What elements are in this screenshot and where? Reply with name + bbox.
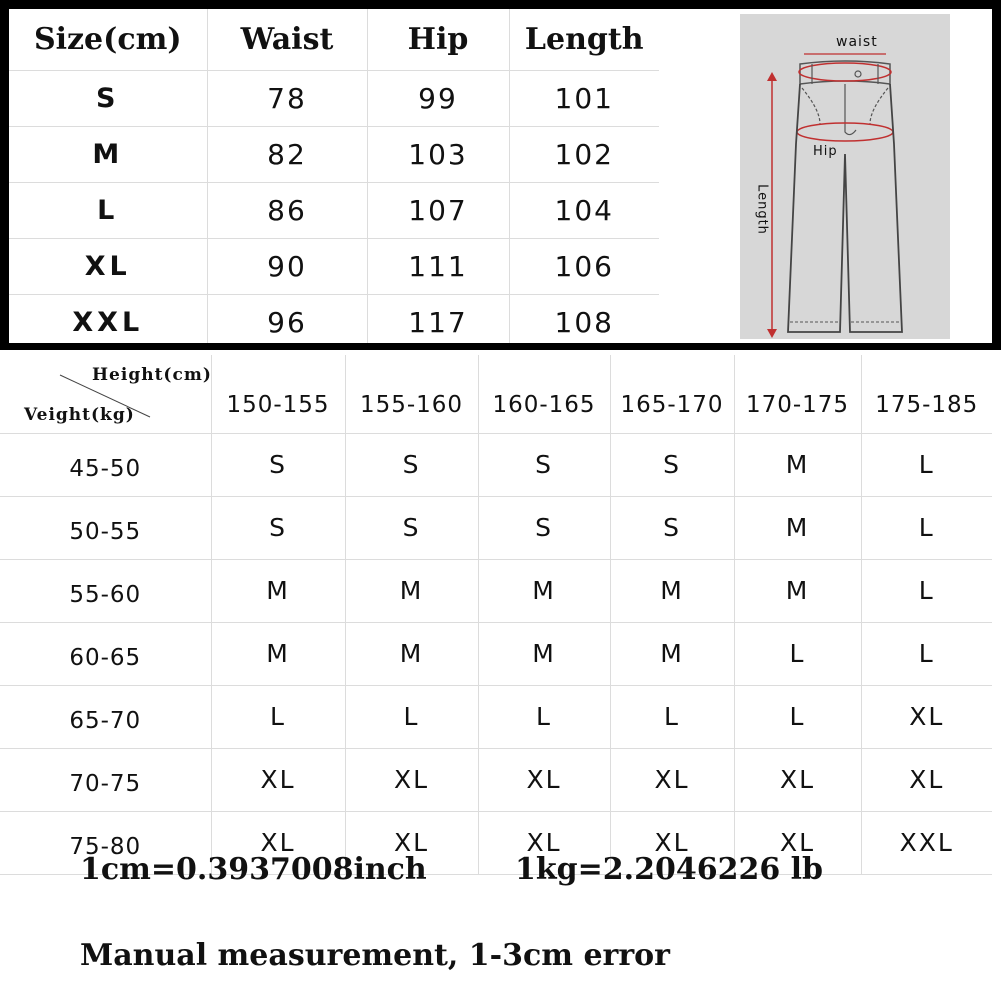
recommended-size-cell: XL xyxy=(345,811,478,874)
weight-range-label: 45-50 xyxy=(0,433,211,496)
height-range-header: 155-160 xyxy=(345,355,478,433)
weight-row xyxy=(0,748,992,811)
size-table-header xyxy=(9,9,659,71)
measurement-note: Manual measurement, 1-3cm error xyxy=(80,938,670,973)
recommended-size-cell: M xyxy=(211,622,345,685)
recommended-size-cell: L xyxy=(610,685,734,748)
weight-row xyxy=(0,685,992,748)
recommended-size-cell: S xyxy=(610,433,734,496)
size-cell-length: 106 xyxy=(509,239,659,295)
recommended-size-cell: M xyxy=(478,622,610,685)
pants-measurement-diagram xyxy=(740,14,950,339)
recommended-size-cell: S xyxy=(610,496,734,559)
height-range-header: 160-165 xyxy=(478,355,610,433)
recommended-size-cell: M xyxy=(610,559,734,622)
recommended-size-cell: L xyxy=(345,685,478,748)
weight-range-label: 60-65 xyxy=(0,622,211,685)
hip-label: Hip xyxy=(813,144,838,159)
weight-range-label: 55-60 xyxy=(0,559,211,622)
length-label: Length xyxy=(754,184,770,235)
recommended-size-cell: M xyxy=(345,559,478,622)
recommended-size-cell: XL xyxy=(734,748,861,811)
size-row xyxy=(9,183,659,239)
recommended-size-cell: S xyxy=(211,496,345,559)
weight-row xyxy=(0,496,992,559)
size-cell-hip: 107 xyxy=(367,183,509,239)
size-measurement-panel xyxy=(0,0,1001,350)
size-cell-hip: 103 xyxy=(367,127,509,183)
weight-range-label: 65-70 xyxy=(0,685,211,748)
recommended-size-cell: XL xyxy=(734,811,861,874)
size-cell-hip: 111 xyxy=(367,239,509,295)
pants-illustration-icon xyxy=(740,14,950,339)
size-cell-size: M xyxy=(9,127,207,183)
recommended-size-cell: L xyxy=(861,559,992,622)
recommended-size-cell: XL xyxy=(861,748,992,811)
recommended-size-cell: S xyxy=(345,496,478,559)
size-cell-waist: 90 xyxy=(207,239,367,295)
recommended-size-cell: L xyxy=(734,622,861,685)
weight-range-label: 70-75 xyxy=(0,748,211,811)
size-row xyxy=(9,295,659,351)
weight-row xyxy=(0,622,992,685)
recommended-size-cell: L xyxy=(478,685,610,748)
recommended-size-cell: XXL xyxy=(861,811,992,874)
size-cell-size: S xyxy=(9,71,207,127)
height-range-header: 165-170 xyxy=(610,355,734,433)
size-cell-waist: 78 xyxy=(207,71,367,127)
recommended-size-cell: XL xyxy=(211,811,345,874)
chart-corner xyxy=(0,355,211,433)
size-cell-hip: 99 xyxy=(367,71,509,127)
header-hip: Hip xyxy=(367,9,509,71)
recommended-size-cell: L xyxy=(211,685,345,748)
height-range-header: 175-185 xyxy=(861,355,992,433)
size-chart-table xyxy=(0,355,992,875)
recommended-size-cell: L xyxy=(861,622,992,685)
waist-label: waist xyxy=(836,34,878,50)
size-row xyxy=(9,71,659,127)
size-cell-size: XXL xyxy=(9,295,207,351)
recommended-size-cell: M xyxy=(345,622,478,685)
height-range-header: 150-155 xyxy=(211,355,345,433)
recommended-size-cell: S xyxy=(478,433,610,496)
size-cell-length: 108 xyxy=(554,306,614,339)
header-length: Length xyxy=(509,9,659,71)
size-cell-waist: 82 xyxy=(207,127,367,183)
header-size: Size(cm) xyxy=(9,9,207,71)
height-header-row xyxy=(0,355,992,433)
size-cell-hip: 117 xyxy=(367,295,509,351)
kg-conversion: 1kg=2.2046226 lb xyxy=(515,852,824,887)
size-row xyxy=(9,127,659,183)
cm-conversion: 1cm=0.3937008inch xyxy=(80,852,427,887)
weight-row xyxy=(0,559,992,622)
recommended-size-cell: XL xyxy=(345,748,478,811)
recommended-size-cell: M xyxy=(734,496,861,559)
recommended-size-cell: XL xyxy=(478,748,610,811)
size-cell-length: 102 xyxy=(509,127,659,183)
size-cell-waist: 86 xyxy=(207,183,367,239)
size-measurement-table xyxy=(9,9,659,350)
recommended-size-cell: M xyxy=(478,559,610,622)
recommended-size-cell: M xyxy=(610,622,734,685)
height-axis-label: Height(cm) xyxy=(92,365,212,385)
header-waist: Waist xyxy=(207,9,367,71)
weight-row xyxy=(0,433,992,496)
size-cell-waist: 96 xyxy=(207,295,367,351)
recommended-size-cell: M xyxy=(734,433,861,496)
recommended-size-cell: L xyxy=(734,685,861,748)
size-cell-length: 104 xyxy=(509,183,659,239)
recommended-size-cell: L xyxy=(861,496,992,559)
height-range-header: 170-175 xyxy=(734,355,861,433)
weight-axis-label: Veight(kg) xyxy=(24,405,135,425)
weight-range-label: 75-80 xyxy=(0,811,211,874)
size-row xyxy=(9,239,659,295)
recommended-size-cell: XL xyxy=(861,685,992,748)
recommended-size-cell: S xyxy=(345,433,478,496)
size-cell-size: XL xyxy=(9,239,207,295)
recommended-size-cell: XL xyxy=(211,748,345,811)
recommended-size-cell: M xyxy=(734,559,861,622)
recommended-size-cell: M xyxy=(211,559,345,622)
recommended-size-cell: S xyxy=(211,433,345,496)
recommended-size-cell: S xyxy=(478,496,610,559)
weight-range-label: 50-55 xyxy=(0,496,211,559)
recommended-size-cell: XL xyxy=(610,811,734,874)
size-cell-size: L xyxy=(9,183,207,239)
height-weight-size-chart xyxy=(0,355,1001,875)
recommended-size-cell: L xyxy=(861,433,992,496)
size-cell-length: 101 xyxy=(509,71,659,127)
recommended-size-cell: XL xyxy=(478,811,610,874)
recommended-size-cell: XL xyxy=(610,748,734,811)
